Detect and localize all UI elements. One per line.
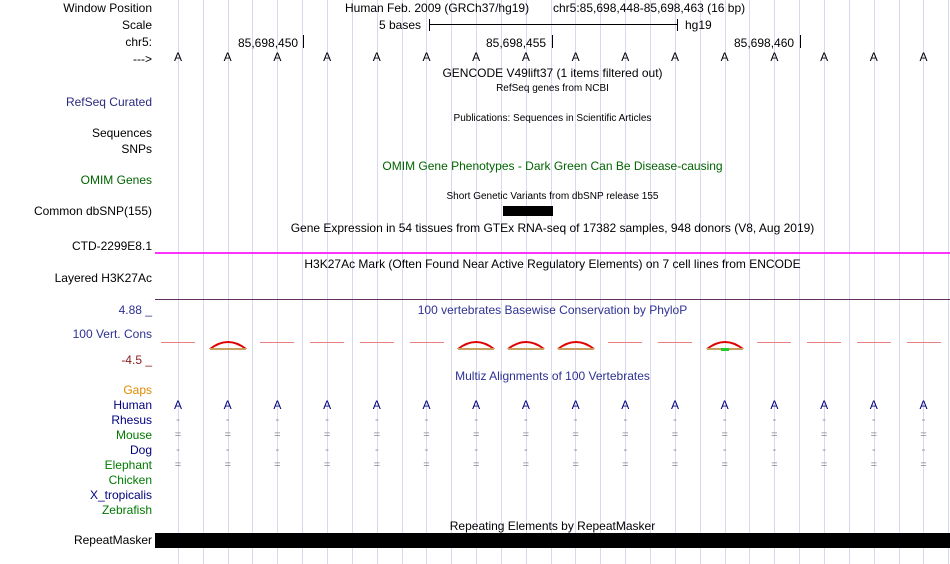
track-label-snps[interactable]: SNPs <box>121 142 152 156</box>
alignment-base: A <box>323 398 332 412</box>
sequence-base: A <box>770 50 779 64</box>
phylop-dash <box>410 342 444 343</box>
phylop-dash <box>310 342 344 343</box>
alignment-base: A <box>521 398 530 412</box>
alignment-base: - <box>871 414 876 426</box>
phylop-green-mark <box>721 348 729 351</box>
alignment-base: - <box>275 414 280 426</box>
sequence-base: A <box>720 50 729 64</box>
alignment-base: = <box>771 459 778 471</box>
alignment-base: A <box>223 398 232 412</box>
track-label-h3k27ac[interactable]: Layered H3K27Ac <box>54 271 152 285</box>
phylop-dash <box>857 342 891 343</box>
alignment-base: = <box>920 459 927 471</box>
alignment-base: A <box>621 398 630 412</box>
alignment-base: = <box>771 429 778 441</box>
coord-tick-1 <box>303 35 304 48</box>
species-label[interactable]: Dog <box>129 443 152 457</box>
track-label-dbsnp[interactable]: Common dbSNP(155) <box>33 204 152 218</box>
alignment-base: - <box>325 414 329 426</box>
alignment-base: - <box>524 414 528 426</box>
alignment-base: - <box>225 414 230 426</box>
scale-text: 5 bases <box>379 18 422 32</box>
alignment-base: - <box>772 414 777 426</box>
alignment-base: - <box>871 444 876 456</box>
alignment-base: = <box>224 429 231 441</box>
alignment-base: - <box>822 414 826 426</box>
strand-toggle[interactable]: ---> <box>133 52 152 66</box>
phylop-dash <box>260 342 294 343</box>
track-label-omim[interactable]: OMIM Genes <box>80 173 152 187</box>
alignment-base: = <box>373 459 381 471</box>
alignment-base: = <box>274 459 281 471</box>
species-label[interactable]: Mouse <box>115 428 152 442</box>
position-label[interactable]: chr5:85,698,448-85,698,463 (16 bp) <box>553 1 746 15</box>
track-label-refseq[interactable]: RefSeq Curated <box>65 95 152 109</box>
scale-label: Scale <box>121 18 152 32</box>
alignment-base: - <box>325 444 329 456</box>
alignment-base: = <box>572 459 579 471</box>
alignment-base: = <box>671 429 679 441</box>
alignment-base: - <box>474 414 479 426</box>
alignment-base: A <box>820 398 829 412</box>
alignment-base: = <box>870 429 878 441</box>
dbsnp-title: Short Genetic Variants from dbSNP release 155 <box>446 191 659 202</box>
phylop-max-value: 4.88 _ <box>118 303 152 317</box>
alignment-base: = <box>721 459 728 471</box>
h3k27ac-title: H3K27Ac Mark (Often Found Near Active Regulatory Elements) on 7 cell lines from ENCODE <box>304 257 801 271</box>
alignment-base: - <box>374 444 379 456</box>
alignment-base: A <box>472 398 481 412</box>
alignment-base: = <box>522 459 530 471</box>
alignment-base: = <box>274 429 281 441</box>
alignment-base: = <box>174 459 182 471</box>
alignment-base: - <box>524 444 528 456</box>
track-label-sequences[interactable]: Sequences <box>91 126 152 140</box>
sequence-base: A <box>869 50 878 64</box>
alignment-base: = <box>820 429 828 441</box>
alignment-base: - <box>921 444 926 456</box>
alignment-base: - <box>374 414 379 426</box>
alignment-base: A <box>422 398 431 412</box>
alignment-base: - <box>673 414 677 426</box>
alignment-base: = <box>423 429 430 441</box>
phylop-peak <box>506 339 546 351</box>
phylop-dash <box>907 342 941 343</box>
publications-title: Publications: Sequences in Scientific Articles <box>453 113 652 124</box>
phylop-dash <box>658 342 692 343</box>
sequence-base: A <box>223 50 232 64</box>
alignment-base: A <box>173 398 182 412</box>
coord-tick-2 <box>552 35 553 48</box>
coord-label-3: 85,698,460 <box>734 36 795 50</box>
phylop-dash <box>807 342 841 343</box>
alignment-base: = <box>622 459 629 471</box>
alignment-base: A <box>571 398 580 412</box>
sequence-base: A <box>571 50 580 64</box>
repeatmasker-title: Repeating Elements by RepeatMasker <box>449 519 656 533</box>
sequence-base: A <box>422 50 431 64</box>
alignment-base: = <box>572 429 579 441</box>
alignment-base: = <box>472 429 480 441</box>
phylop-min-value: -4.5 _ <box>121 353 152 367</box>
alignment-base: = <box>721 429 728 441</box>
track-image-area[interactable] <box>155 0 950 564</box>
alignment-base: - <box>424 414 429 426</box>
track-label-gaps[interactable]: Gaps <box>123 383 152 397</box>
alignment-base: - <box>822 444 826 456</box>
alignment-base: = <box>671 459 679 471</box>
alignment-base: - <box>474 444 479 456</box>
coord-tick-3 <box>800 35 801 48</box>
species-label[interactable]: Human <box>113 398 152 412</box>
sequence-base: A <box>273 50 282 64</box>
alignment-base: - <box>722 414 727 426</box>
alignment-base: - <box>176 414 180 426</box>
alignment-base: A <box>273 398 282 412</box>
alignment-base: A <box>720 398 729 412</box>
sequence-base: A <box>173 50 182 64</box>
alignment-base: = <box>870 459 878 471</box>
sequence-base: A <box>323 50 332 64</box>
species-label[interactable]: Rhesus <box>111 413 152 427</box>
track-label-phylop[interactable]: 100 Vert. Cons <box>72 327 152 341</box>
alignment-base: - <box>623 444 628 456</box>
alignment-base: - <box>921 414 926 426</box>
alignment-base: = <box>522 429 530 441</box>
alignment-base: = <box>174 429 182 441</box>
phylop-dash <box>608 342 642 343</box>
alignment-base: - <box>176 444 180 456</box>
coord-label-1: 85,698,450 <box>238 36 299 50</box>
gtex-expression-line[interactable] <box>155 252 950 254</box>
repeatmasker-feature[interactable] <box>155 533 950 548</box>
alignment-base: - <box>225 444 230 456</box>
alignment-base: - <box>573 444 578 456</box>
species-label[interactable]: Chicken <box>108 473 152 487</box>
phylop-peak <box>556 339 596 351</box>
track-label-gene[interactable]: CTD-2299E8.1 <box>71 239 152 253</box>
alignment-base: = <box>622 429 629 441</box>
sequence-base: A <box>621 50 630 64</box>
scale-db: hg19 <box>685 18 712 32</box>
phylop-title: 100 vertebrates Basewise Conservation by PhyloP <box>417 303 688 317</box>
phylop-dash <box>757 342 791 343</box>
species-label[interactable]: X_tropicalis <box>89 488 152 502</box>
coord-label-2: 85,698,455 <box>486 36 547 50</box>
species-label[interactable]: Zebrafish <box>101 503 152 517</box>
alignment-base: = <box>920 429 927 441</box>
alignment-base: - <box>673 444 677 456</box>
sequence-base: A <box>820 50 829 64</box>
phylop-peak <box>208 339 248 351</box>
alignment-base: = <box>373 429 381 441</box>
alignment-base: = <box>820 459 828 471</box>
alignment-base: = <box>423 459 430 471</box>
multiz-title: Multiz Alignments of 100 Vertebrates <box>455 369 650 383</box>
track-label-repeatmasker[interactable]: RepeatMasker <box>73 533 152 547</box>
h3k27ac-baseline <box>155 299 950 300</box>
species-label[interactable]: Elephant <box>104 458 152 472</box>
alignment-base: A <box>670 398 679 412</box>
window-position-label: Window Position <box>63 1 152 15</box>
alignment-base: = <box>224 459 231 471</box>
omim-title: OMIM Gene Phenotypes - Dark Green Can Be Disease-causing <box>382 159 723 173</box>
sequence-base: A <box>670 50 679 64</box>
dbsnp-variant-feature[interactable] <box>503 206 553 216</box>
alignment-base: = <box>323 459 331 471</box>
scale-bar-right-tick <box>677 19 678 31</box>
alignment-base: - <box>623 414 628 426</box>
phylop-peak <box>456 339 496 351</box>
phylop-dash <box>360 342 394 343</box>
alignment-base: A <box>919 398 928 412</box>
sequence-base: A <box>521 50 530 64</box>
alignment-base: - <box>424 444 429 456</box>
sequence-base: A <box>919 50 928 64</box>
sequence-base: A <box>372 50 381 64</box>
alignment-base: A <box>869 398 878 412</box>
sequence-base: A <box>472 50 481 64</box>
gtex-title: Gene Expression in 54 tissues from GTEx RNA-seq of 17382 samples, 948 donors (V8, Aug 2019) <box>290 221 815 235</box>
track-label-column <box>0 0 155 564</box>
refseq-title: RefSeq genes from NCBI <box>496 83 609 94</box>
alignment-base: = <box>472 459 480 471</box>
scale-bar <box>429 24 678 25</box>
alignment-base: - <box>772 444 777 456</box>
alignment-base: A <box>770 398 779 412</box>
gencode-title: GENCODE V49lift37 (1 items filtered out) <box>442 66 663 80</box>
assembly-label: Human Feb. 2009 (GRCh37/hg19) <box>345 1 530 15</box>
phylop-dash <box>161 342 195 343</box>
chrom-label: chr5: <box>125 35 152 49</box>
alignment-base: - <box>275 444 280 456</box>
alignment-base: - <box>573 414 578 426</box>
alignment-base: - <box>722 444 727 456</box>
alignment-base: A <box>372 398 381 412</box>
scale-bar-left-tick <box>429 19 430 31</box>
alignment-base: = <box>323 429 331 441</box>
